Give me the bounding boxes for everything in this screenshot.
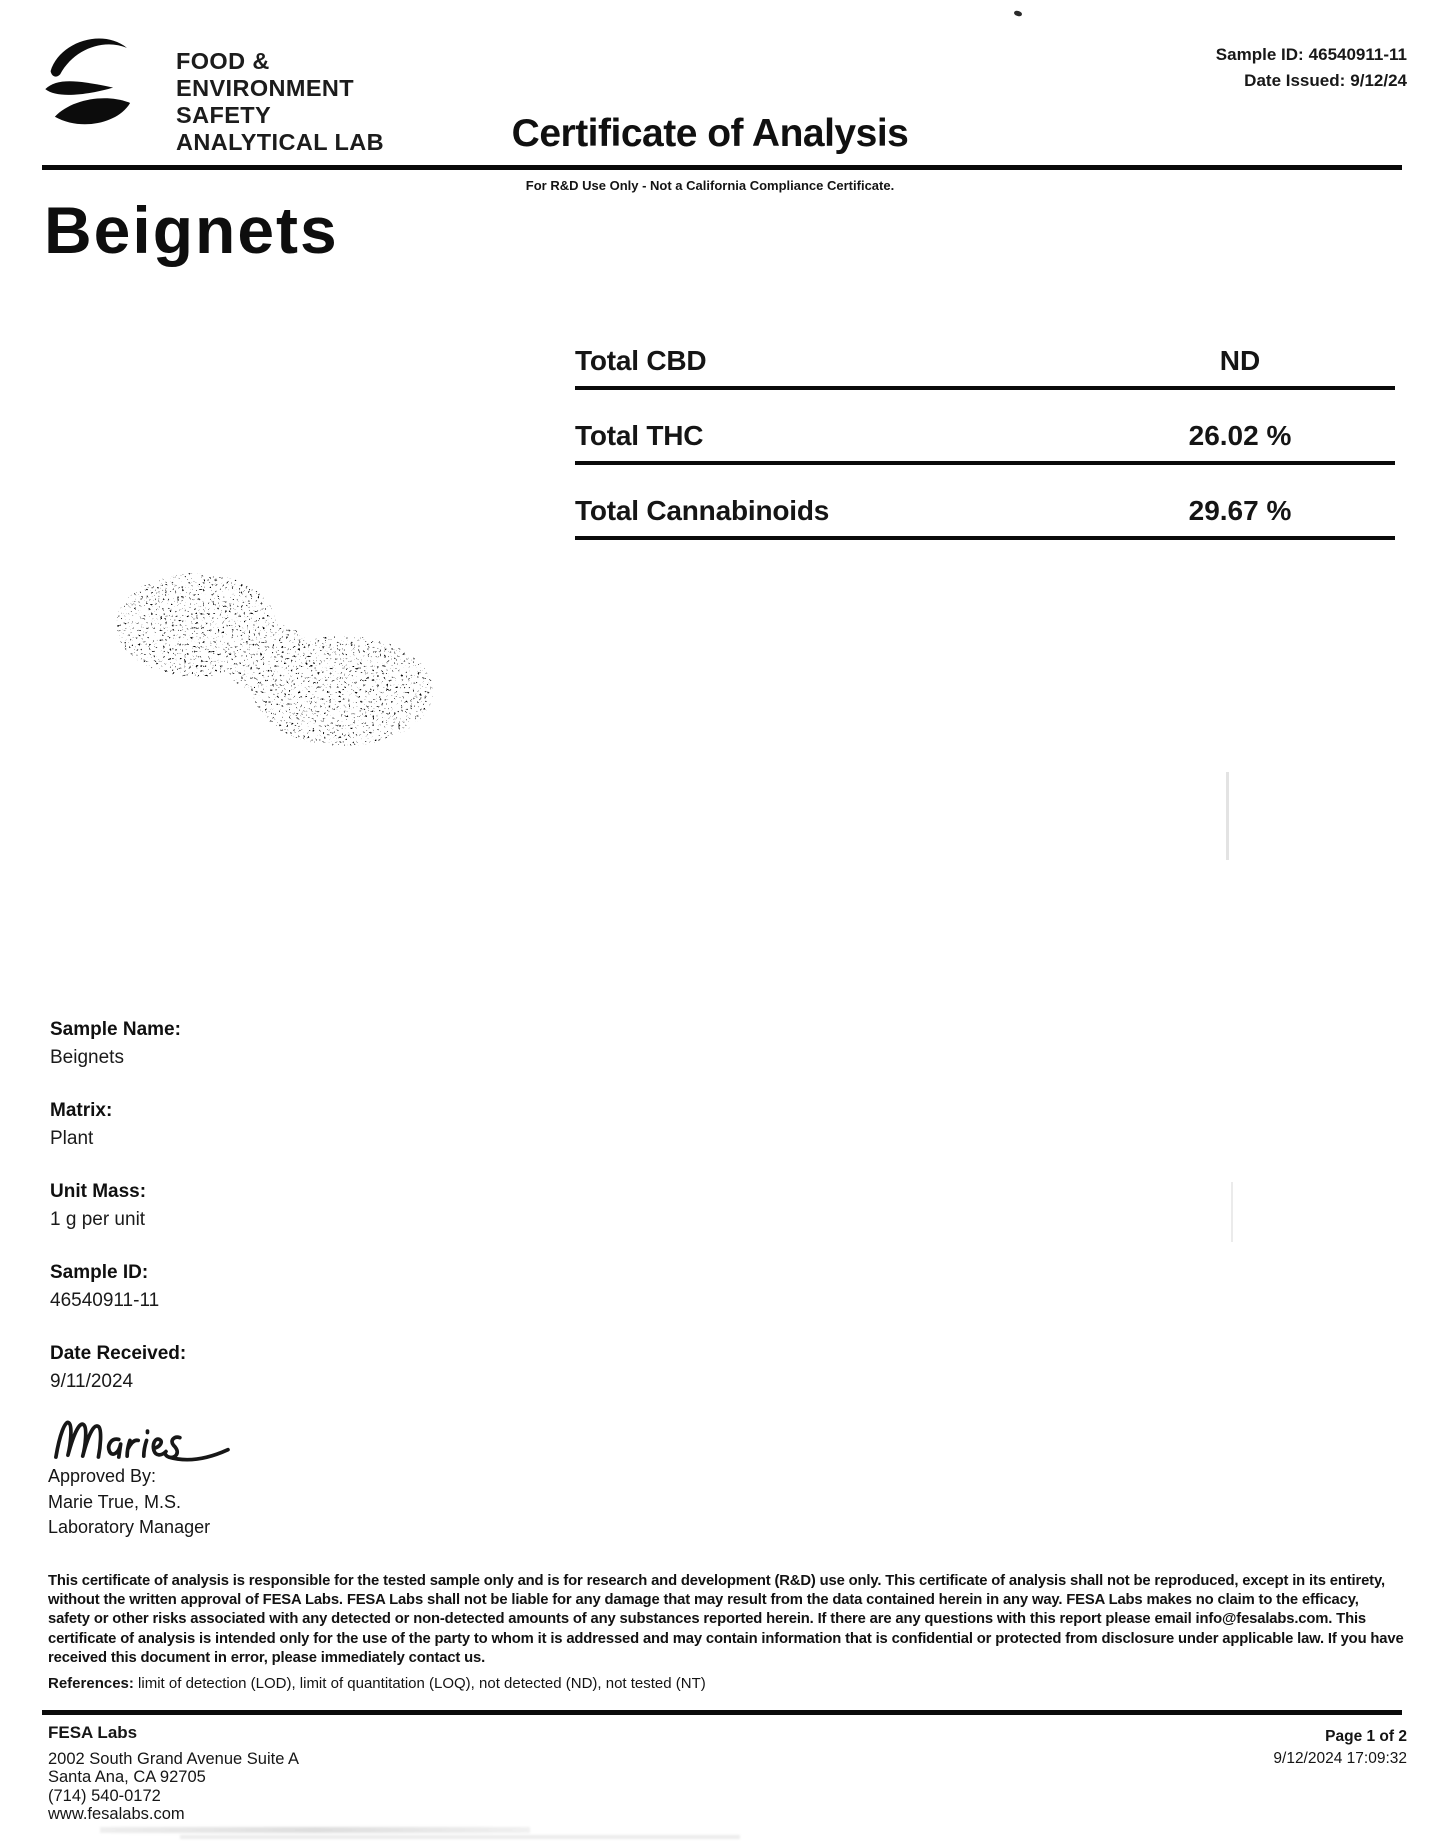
approver-title: Laboratory Manager — [48, 1517, 211, 1537]
scan-artifact — [1013, 10, 1022, 17]
result-value: 29.67 % — [1188, 495, 1292, 526]
result-value: 26.02 % — [1188, 420, 1292, 451]
approval-block — [48, 1464, 210, 1541]
list-item — [50, 1097, 186, 1153]
header-divider — [42, 165, 1402, 170]
result-value: ND — [1219, 345, 1261, 376]
table-row — [575, 337, 1395, 390]
scan-artifact — [1231, 1182, 1233, 1242]
product-name: Beignets — [44, 193, 339, 267]
list-item — [50, 1016, 186, 1072]
lab-wordmark-line: SAFETY — [176, 102, 272, 128]
result-label: Total CBD — [575, 345, 707, 376]
info-label: Unit Mass: — [50, 1181, 147, 1202]
lab-wordmark-line: FOOD & — [176, 48, 270, 74]
list-item — [50, 1178, 186, 1234]
sample-info-list — [50, 1016, 186, 1421]
page-number: Page 1 of 2 — [1325, 1728, 1407, 1745]
footer-website: www.fesalabs.com — [48, 1805, 185, 1823]
list-item — [50, 1340, 186, 1396]
info-value: 9/11/2024 — [50, 1371, 134, 1392]
date-issued-label: Date Issued: — [1244, 71, 1346, 90]
scan-artifact — [100, 1827, 530, 1833]
result-label: Total Cannabinoids — [575, 495, 830, 526]
disclaimer-text: This certificate of analysis is responsible for the tested sample only and is for research and development (R&D) use only. This certificate of analysis shall not be reproduced, except in its entirety, without the written approval of FESA Labs. FESA Labs shall not be liable for any damage that may result from the data contained herein in any way. FESA Labs makes no claim to the efficacy, safety or other risks associated with any detected or non-detected amounts of any substances reported herein. If there are any questions with this report please email info@fesalabs.com. This certificate of analysis is intended only for the use of the party to whom it is addressed and may contain information that is confidential or protected from disclosure under applicable law. If you have received this document in error, please immediately contact us. — [48, 1573, 1404, 1666]
lab-wordmark-line: ENVIRONMENT — [176, 75, 355, 101]
references-label: References: — [48, 1675, 134, 1692]
footer-timestamp: 9/12/2024 17:09:32 — [1273, 1750, 1407, 1767]
footer-lab-info — [48, 1724, 299, 1824]
info-label: Matrix: — [50, 1100, 113, 1121]
references-line — [48, 1674, 1404, 1693]
lab-wordmark — [176, 48, 384, 156]
scan-artifact — [180, 1835, 740, 1839]
info-label: Sample Name: — [50, 1019, 181, 1040]
info-value: Beignets — [50, 1047, 124, 1068]
sample-id-line — [1216, 42, 1407, 68]
info-value: 46540911-11 — [50, 1290, 160, 1311]
list-item — [50, 1259, 186, 1315]
lab-wordmark-line: ANALYTICAL LAB — [176, 129, 384, 155]
info-label: Sample ID: — [50, 1262, 149, 1283]
sample-id-value: 46540911-11 — [1308, 45, 1407, 64]
sample-speckle-image — [108, 563, 438, 748]
footer-divider — [42, 1710, 1402, 1715]
signature-icon — [46, 1396, 236, 1470]
table-row — [575, 465, 1395, 540]
footer-phone: (714) 540-0172 — [48, 1786, 161, 1805]
header-meta — [1216, 42, 1407, 94]
approver-name: Marie True, M.S. — [48, 1491, 182, 1512]
fesa-logo-icon — [40, 30, 146, 142]
footer-address-line2: Santa Ana, CA 92705 — [48, 1768, 206, 1786]
info-label: Date Received: — [50, 1343, 187, 1364]
footer-page-info — [1273, 1726, 1407, 1770]
table-row — [575, 390, 1395, 465]
scan-artifact — [1226, 772, 1229, 860]
certificate-subtitle: For R&D Use Only - Not a California Compliance Certificate. — [525, 178, 895, 193]
date-issued-value: 9/12/24 — [1350, 71, 1407, 90]
footer-address-line1: 2002 South Grand Avenue Suite A — [48, 1749, 300, 1768]
sample-id-label: Sample ID: — [1215, 45, 1304, 64]
cannabinoid-results-table — [575, 337, 1395, 540]
footer-lab-name: FESA Labs — [48, 1723, 138, 1742]
date-issued-line — [1216, 68, 1407, 94]
certificate-title: Certificate of Analysis — [511, 112, 909, 155]
info-value: Plant — [50, 1128, 94, 1149]
approved-by-label: Approved By: — [48, 1466, 157, 1486]
result-label: Total THC — [575, 420, 704, 451]
info-value: 1 g per unit — [50, 1209, 146, 1230]
references-text: limit of detection (LOD), limit of quantitation (LOQ), not detected (ND), not tested (NT) — [133, 1675, 706, 1692]
